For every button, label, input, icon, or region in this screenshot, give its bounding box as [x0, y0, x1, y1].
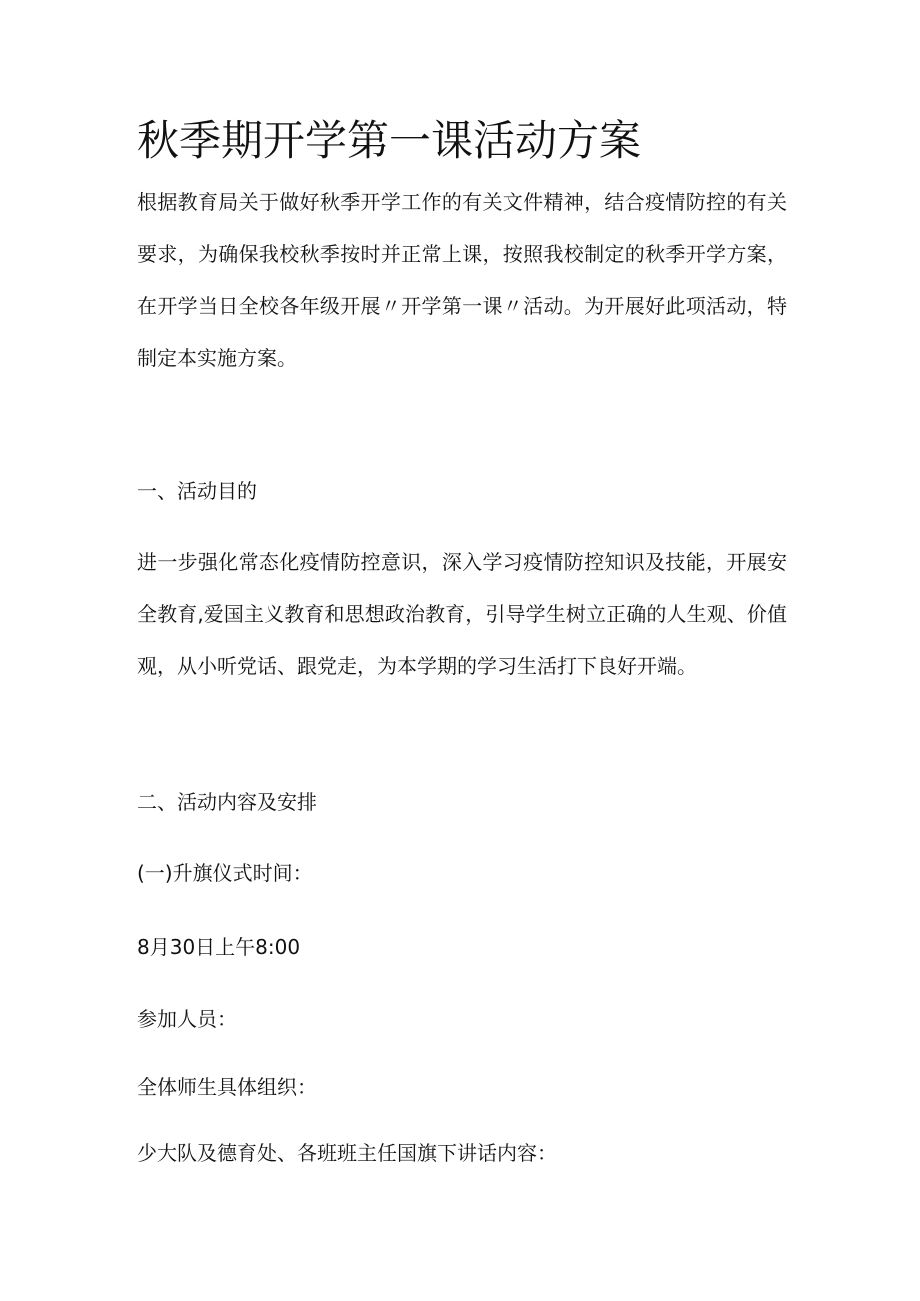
section-2-heading: 二、活动内容及安排 — [137, 790, 317, 814]
participants-label: 参加人员： — [137, 1007, 237, 1031]
document-title: 秋季期开学第一课活动方案 — [137, 116, 642, 165]
flag-ceremony-time: 8月30日上午8:00 — [137, 935, 301, 959]
intro-paragraph: 根据教育局关于做好秋季开学工作的有关文件精神，结合疫情防控的有关要求，为确保我校秋季按时并正常上课，按照我校制定的秋季开学方案，在开学当日全校各年级开展〃开学第一课〃活动。为开展好此项活动，特制定本实施方案。 — [137, 190, 787, 370]
section-1-heading: 一、活动目的 — [137, 479, 257, 503]
organizer-line: 全体师生具体组织： — [137, 1075, 317, 1099]
speech-content-line: 少大队及德育处、各班班主任国旗下讲话内容： — [137, 1141, 557, 1165]
section-1-body: 进一步强化常态化疫情防控意识，深入学习疫情防控知识及技能，开展安全教育,爱国主义教育和思想政治教育，引导学生树立正确的人生观、价值观，从小听党话、跟党走，为本学期的学习生活打下良好开端。 — [137, 550, 787, 678]
flag-ceremony-time-label: (一)升旗仪式时间： — [137, 861, 313, 885]
